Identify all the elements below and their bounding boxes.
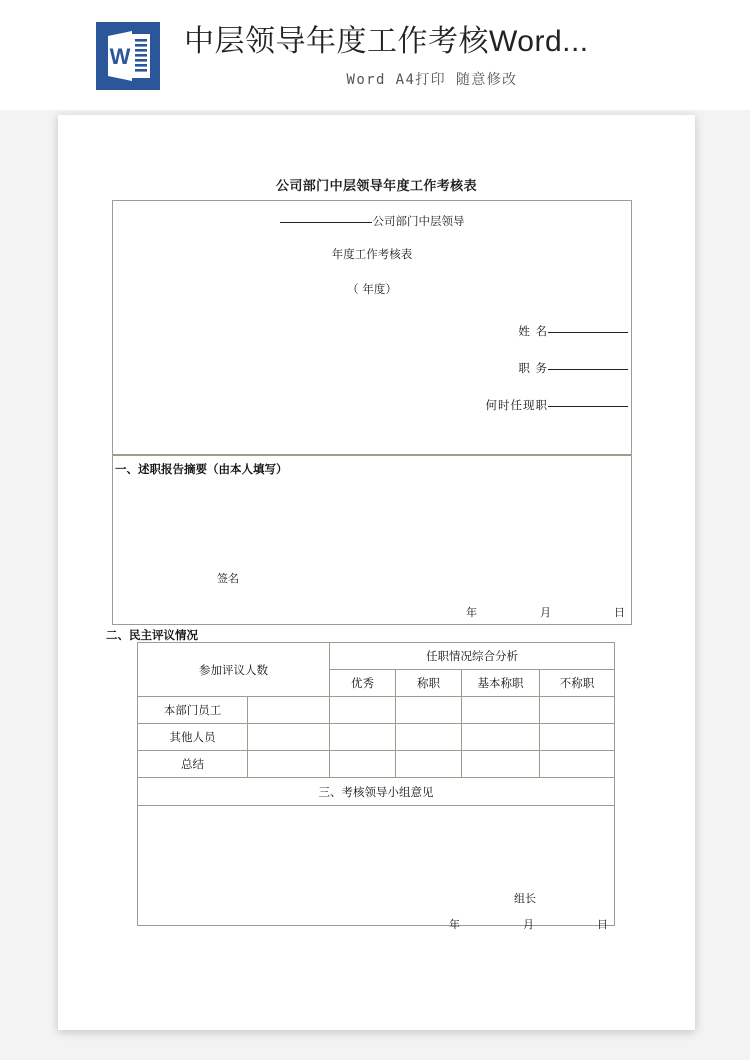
cell-summary-competent[interactable]: [396, 751, 462, 778]
cell-dept-staff-competent[interactable]: [396, 697, 462, 724]
table-row: [138, 724, 615, 751]
section-one-date-year: 年: [466, 606, 477, 619]
svg-text:W: W: [109, 44, 131, 69]
section-one-box: [112, 455, 632, 625]
section-one-date-month: 月: [540, 606, 551, 619]
section-three-date-day: 日: [597, 918, 608, 931]
cover-line-form-name: 年度工作考核表: [331, 247, 413, 261]
word-document-icon: [96, 22, 160, 90]
cell-other-staff-incompetent[interactable]: [540, 724, 615, 751]
cell-dept-staff-basically-competent[interactable]: [462, 697, 540, 724]
cell-dept-staff-excellent[interactable]: [330, 697, 396, 724]
page-subtitle: Word A4打印 随意修改: [346, 72, 518, 88]
section-three-body[interactable]: [138, 806, 615, 931]
table-row: [138, 751, 615, 778]
table-row: [138, 697, 615, 724]
row-count-summary[interactable]: [248, 751, 330, 778]
header-inner: [0, 0, 750, 90]
row-count-other-staff[interactable]: [248, 724, 330, 751]
table-subheader-incompetent: 不称职: [540, 670, 615, 697]
field-name-label: 姓 名: [518, 324, 548, 338]
section-three-date-month: 月: [523, 918, 534, 931]
section-one-date: [466, 604, 625, 620]
cell-summary-basically-competent[interactable]: [462, 751, 540, 778]
field-name: [328, 323, 628, 339]
table-header-row-1: [138, 643, 615, 670]
document-heading: 公司部门中层领导年度工作考核表: [275, 179, 477, 194]
site-header: [0, 0, 750, 110]
cover-line-company: [113, 213, 631, 229]
cover-box: [112, 200, 632, 455]
field-position: [328, 360, 628, 376]
section-three-date: [449, 916, 608, 932]
cell-other-staff-competent[interactable]: [396, 724, 462, 751]
section-three-title: 三、考核领导小组意见: [138, 778, 615, 806]
cell-other-staff-basically-competent[interactable]: [462, 724, 540, 751]
table-subheader-excellent: 优秀: [330, 670, 396, 697]
row-count-dept-staff[interactable]: [248, 697, 330, 724]
field-appointment-date-label: 何时任现职: [485, 398, 548, 412]
section-one-signature-label: 签名: [217, 572, 239, 585]
cover-field-list: [328, 323, 628, 434]
document-page: [58, 115, 695, 1030]
field-position-label: 职 务: [518, 361, 548, 375]
section-two-title: 二、民主评议情况: [106, 628, 198, 642]
section-three-signature-label: 组长: [514, 892, 536, 905]
table-header-analysis: 任职情况综合分析: [330, 643, 615, 670]
row-label-other-staff: 其他人员: [138, 724, 248, 751]
section-three-body-row: [138, 806, 615, 926]
document-canvas: [0, 110, 750, 1060]
cover-company-label: 公司部门中层领导: [372, 214, 465, 228]
row-label-summary: 总结: [138, 751, 248, 778]
section-three-date-year: 年: [449, 918, 460, 931]
table-subheader-competent: 称职: [396, 670, 462, 697]
field-name-rule: [548, 332, 628, 333]
cover-blank-rule: [280, 222, 372, 223]
page-title: 中层领导年度工作考核Word...: [184, 25, 589, 58]
cell-other-staff-excellent[interactable]: [330, 724, 396, 751]
header-text-block: [184, 22, 750, 90]
section-one-title: 一、述职报告摘要（由本人填写）: [115, 462, 288, 476]
row-label-dept-staff: 本部门员工: [138, 697, 248, 724]
cell-summary-incompetent[interactable]: [540, 751, 615, 778]
evaluation-table: [137, 642, 615, 931]
cell-summary-excellent[interactable]: [330, 751, 396, 778]
field-appointment-date-rule: [548, 406, 628, 407]
table-subheader-basically-competent: 基本称职: [462, 670, 540, 697]
field-appointment-date: [328, 397, 628, 413]
cover-line-year: （ 年度）: [347, 282, 397, 296]
field-position-rule: [548, 369, 628, 370]
cell-dept-staff-incompetent[interactable]: [540, 697, 615, 724]
section-three-title-row: [138, 778, 615, 806]
section-one-date-day: 日: [614, 606, 625, 619]
table-header-participants: 参加评议人数: [138, 643, 330, 697]
